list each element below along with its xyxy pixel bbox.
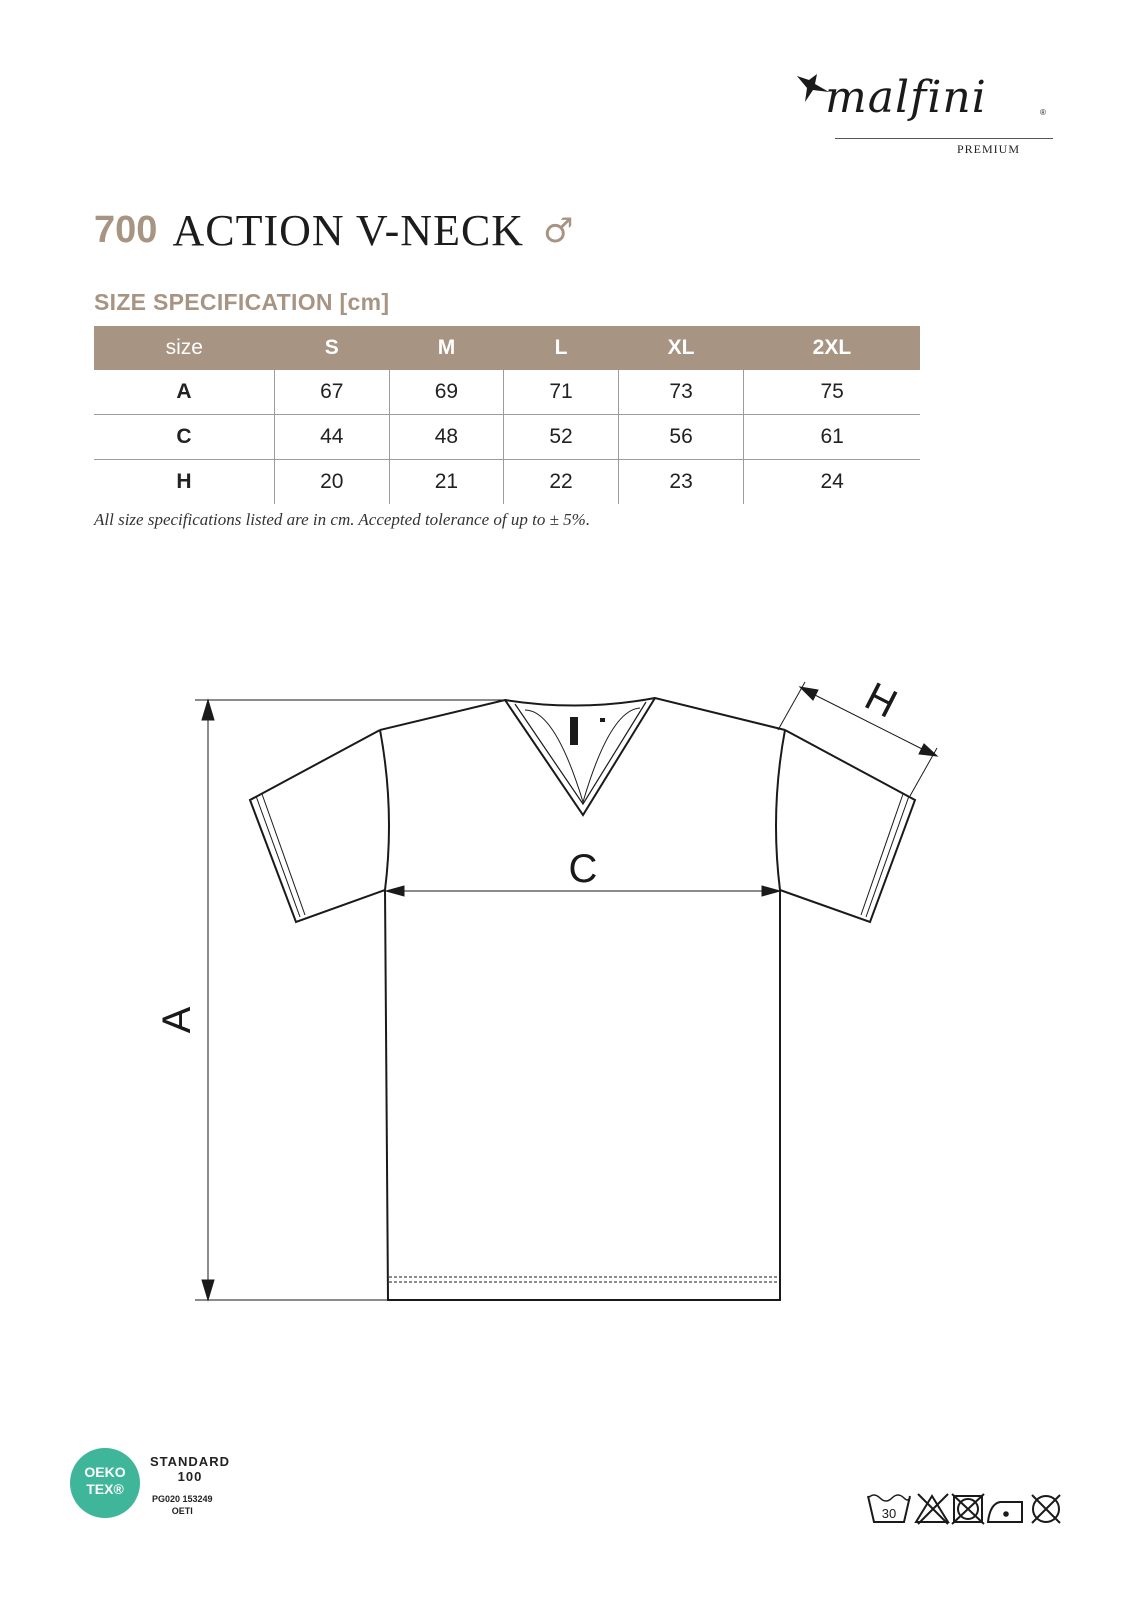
table-cell: 69 [389,370,504,415]
table-cell: 73 [618,370,743,415]
table-cell: 75 [744,370,920,415]
table-header-cell: L [504,326,619,370]
oekotex-badge [70,1448,270,1528]
table-cell: 21 [389,460,504,505]
certificate-institute: OETI [171,1506,193,1516]
oekotex-logo-line2: TEX® [86,1481,124,1497]
size-table [94,326,920,504]
product-title [94,205,574,257]
section-title: SIZE SPECIFICATION [cm] [94,289,390,315]
brand-logo [795,70,1055,160]
product-name: ACTION V-NECK [172,206,525,255]
standard-label: STANDARD [150,1454,230,1469]
table-row [94,370,920,415]
table-header-cell: 2XL [744,326,920,370]
table-header-cell: XL [618,326,743,370]
table-row [94,460,920,505]
wash-temp: 30 [881,1506,897,1521]
table-cell: 61 [744,415,920,460]
brand-name: malfini [825,72,987,123]
oekotex-logo [70,1448,140,1518]
size-tag [600,718,605,722]
standard-number: 100 [177,1469,203,1484]
table-cell: 24 [744,460,920,505]
table-header-cell: size [94,326,275,370]
table-cell: A [94,370,275,415]
table-header-row [94,326,920,370]
tshirt-diagram [0,660,1131,1340]
label-h: H [858,674,904,727]
oekotex-certificate [152,1493,213,1517]
logo-divider [835,138,1053,139]
dimension-a [195,700,505,1300]
iron-low-icon [988,1502,1022,1522]
care-symbols [866,1490,1076,1526]
table-cell: 56 [618,415,743,460]
table-cell: 52 [504,415,619,460]
table-cell: C [94,415,275,460]
tolerance-note: All size specifications listed are in cm. Accepted tolerance of up to ± 5%. [94,510,591,529]
registered-mark: ® [1040,108,1046,117]
certificate-code: PG020 153249 [152,1494,213,1504]
male-icon: ♂ [543,210,574,251]
label-c: C [568,847,598,891]
table-cell: 44 [275,415,390,460]
table-cell: 67 [275,370,390,415]
table-header-cell: S [275,326,390,370]
wash-30-icon [868,1495,910,1522]
neck-label [570,717,578,745]
tshirt-outline [250,698,915,1300]
table-cell: H [176,470,192,493]
table-row [94,415,920,460]
oekotex-logo-line1: OEKO [84,1464,126,1480]
table-cell: 20 [275,460,390,505]
label-a: A [155,1006,199,1034]
no-tumble-dry-icon [952,1494,984,1524]
table-header-cell: M [389,326,504,370]
table-cell: 23 [618,460,743,505]
no-bleach-icon [916,1494,948,1524]
brand-tier: PREMIUM [957,142,1021,156]
product-code: 700 [94,209,158,251]
table-cell: 71 [504,370,619,415]
table-cell: 22 [504,460,619,505]
oekotex-standard [150,1454,230,1484]
table-cell: 48 [389,415,504,460]
no-dry-clean-icon [1032,1495,1060,1523]
